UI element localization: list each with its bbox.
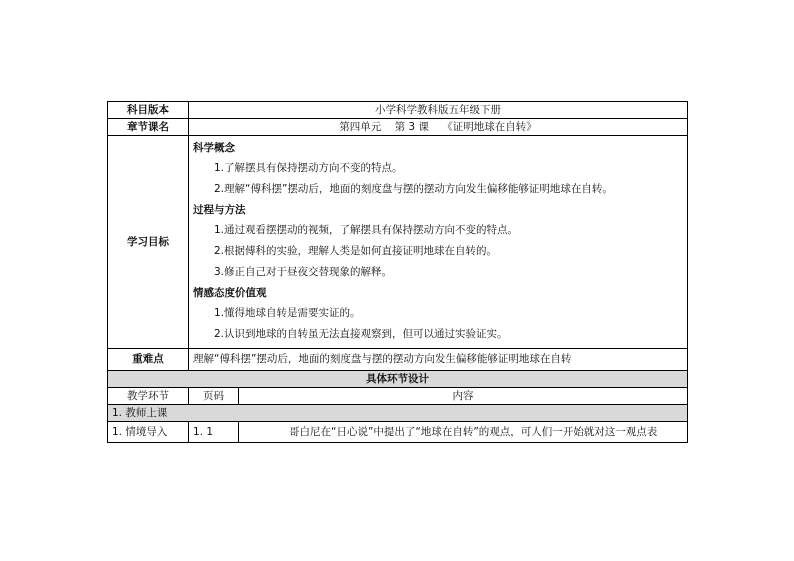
row-stage: 1. 情境导入 (108, 422, 189, 443)
col-page-header: 页码 (189, 388, 239, 405)
col-stage-header: 教学环节 (108, 388, 189, 405)
goal-heading-concept: 科学概念 (193, 142, 235, 154)
lesson-plan-table (107, 101, 688, 443)
goal-item: 2.理解“傅科摆”摆动后，地面的刻度盘与摆的摆动方向发生偏移能够证明地球在自转。 (214, 183, 613, 195)
section-row (108, 405, 688, 422)
goal-item: 3.修正自己对于昼夜交替现象的解释。 (214, 266, 393, 278)
design-title-row (108, 371, 688, 388)
subject-value: 小学科学教科版五年级下册 (189, 102, 688, 119)
difficulty-row (108, 349, 688, 371)
subject-label: 科目版本 (108, 102, 189, 119)
lesson-label: 章节课名 (108, 119, 189, 136)
goal-item: 2.认识到地球的自转虽无法直接观察到，但可以通过实验证实。 (214, 328, 508, 340)
goals-label: 学习目标 (108, 136, 189, 349)
goal-item: 1.懂得地球自转是需要实证的。 (214, 307, 361, 319)
design-row-1 (108, 422, 688, 443)
goals-row (108, 136, 688, 349)
goals-content (189, 136, 688, 349)
difficulty-label: 重难点 (108, 349, 189, 371)
goal-item: 2.根据傅科的实验，理解人类是如何直接证明地球在自转的。 (214, 245, 498, 257)
col-content-header: 内容 (239, 388, 688, 405)
design-title: 具体环节设计 (108, 371, 688, 388)
row-page: 1. 1 (189, 422, 239, 443)
difficulty-value: 理解“傅科摆”摆动后，地面的刻度盘与摆的摆动方向发生偏移能够证明地球在自转 (189, 349, 688, 371)
lesson-value: 第四单元 第 3 课 《证明地球在自转》 (189, 119, 688, 136)
row-content: 哥白尼在“日心说”中提出了“地球在自转”的观点，可人们一开始就对这一观点表 (239, 422, 688, 443)
goal-item: 1.通过观看摆摆动的视频，了解摆具有保持摆动方向不变的特点。 (214, 224, 519, 236)
lesson-row (108, 119, 688, 136)
goal-item: 1.了解摆具有保持摆动方向不变的特点。 (214, 162, 403, 174)
goal-heading-attitude: 情感态度价值观 (193, 287, 267, 299)
design-header-row (108, 388, 688, 405)
subject-row (108, 102, 688, 119)
goal-heading-process: 过程与方法 (193, 204, 246, 216)
section-label: 1. 教师上课 (108, 405, 688, 422)
